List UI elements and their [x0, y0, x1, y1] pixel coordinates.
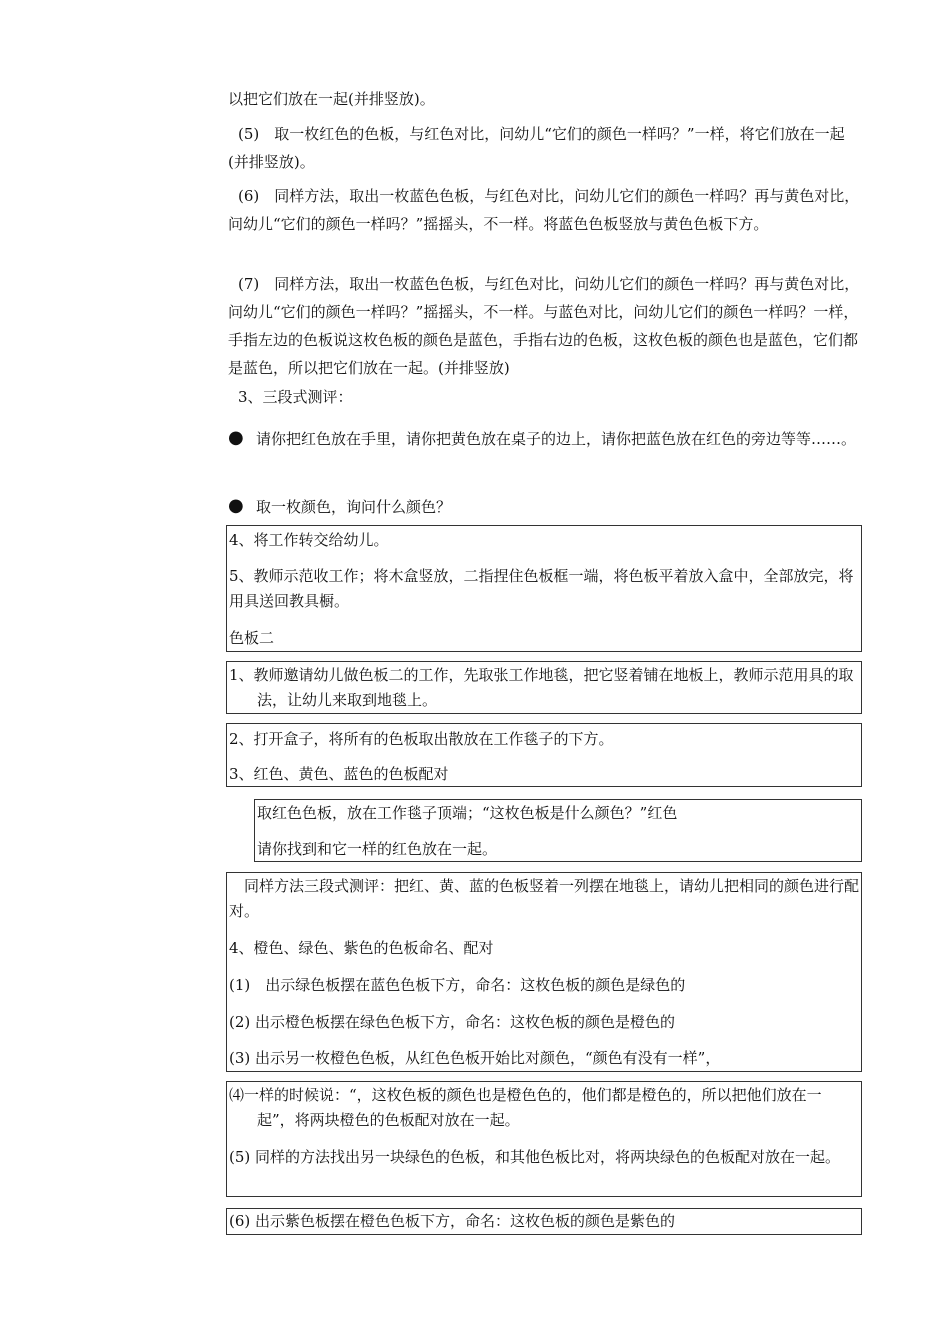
box-line: (6) 出示紫色板摆在橙色色板下方，命名：这枚色板的颜色是紫色的: [229, 1212, 676, 1230]
box-line: ⑷一样的时候说：“，这枚色板的颜色也是橙色色的，他们都是橙色的，所以把他们放在一起”，将两块橙色的色板配对放在一起。: [229, 1086, 822, 1129]
paragraph-step-6: (6) 同样方法，取出一枚蓝色色板，与红色对比，问幼儿它们的颜色一样吗？再与黄色对比，问幼儿“它们的颜色一样吗？”摇摇头，不一样。将蓝色色板竖放与黄色色板下方。: [228, 187, 860, 233]
box-line: 取红色色板，放在工作毯子顶端；“这枚色板是什么颜色？”红色: [257, 804, 678, 822]
text-box-6: [226, 1081, 862, 1197]
box-line: 5、教师示范收工作；将木盒竖放，二指捏住色板框一端，将色板平着放入盒中，全部放完，将用具送回教具橱。: [229, 567, 854, 610]
bullet-item-2: [228, 493, 862, 521]
box-line: 3、红色、黄色、蓝色的色板配对: [229, 765, 449, 783]
bullet-dot-icon: ●: [228, 427, 244, 448]
box-line: 请你找到和它一样的红色放在一起。: [257, 840, 498, 858]
box-subheading: 色板二: [229, 629, 275, 647]
paragraph-step-5: (5) 取一枚红色的色板，与红色对比，问幼儿“它们的颜色一样吗？”一样，将它们放在一起(并排竖放)。: [228, 125, 845, 171]
box-line: (2) 出示橙色板摆在绿色色板下方，命名：这枚色板的颜色是橙色的: [229, 1013, 676, 1031]
text-box-4: [254, 799, 862, 862]
text-box-2: [226, 661, 862, 714]
box-line: (3) 出示另一枚橙色色板，从红色色板开始比对颜色，“颜色有没有一样”，: [229, 1049, 721, 1067]
box-line: (5) 同样的方法找出另一块绿色的色板，和其他色板比对，将两块绿色的色板配对放在一起。: [229, 1148, 841, 1166]
bullet-dot-icon: ●: [228, 495, 244, 516]
box-line: 1、教师邀请幼儿做色板二的工作，先取张工作地毯，把它竖着铺在地板上，教师示范用具的取法，让幼儿来取到地毯上。: [229, 666, 854, 709]
section-heading-assessment: 3、三段式测评：: [238, 388, 353, 406]
box-line: 4、将工作转交给幼儿。: [229, 531, 389, 549]
text-box-3: [226, 723, 862, 787]
bullet-item-1: [228, 425, 862, 453]
bullet-text: 请你把红色放在手里，请你把黄色放在桌子的边上，请你把蓝色放在红色的旁边等等……。: [256, 430, 857, 448]
text-box-5: [226, 872, 862, 1072]
box-line: 2、打开盒子，将所有的色板取出散放在工作毯子的下方。: [229, 730, 614, 748]
bullet-text: 取一枚颜色，询问什么颜色？: [256, 498, 452, 516]
text-box-7: [226, 1208, 862, 1235]
paragraph-step-7: (7) 同样方法，取出一枚蓝色色板，与红色对比，问幼儿它们的颜色一样吗？再与黄色对比，问幼儿“它们的颜色一样吗？”摇摇头，不一样。与蓝色对比，问幼儿它们的颜色一样吗？一样，手指左边的色板说这枚色板的颜色是蓝色，手指右边的色板，这枚色板的颜色也是蓝色，它们都是蓝色，所以把它们放在一起。(并排竖放): [228, 275, 860, 377]
box-line: 4、橙色、绿色、紫色的色板命名、配对: [229, 939, 494, 957]
paragraph-continuation: 以把它们放在一起(并排竖放)。: [228, 90, 435, 108]
box-line: 同样方法三段式测评：把红、黄、蓝的色板竖着一列摆在地毯上，请幼儿把相同的颜色进行配对。: [229, 877, 860, 920]
text-box-1: [226, 525, 862, 652]
box-line: (1) 出示绿色板摆在蓝色色板下方，命名：这枚色板的颜色是绿色的: [229, 976, 686, 994]
